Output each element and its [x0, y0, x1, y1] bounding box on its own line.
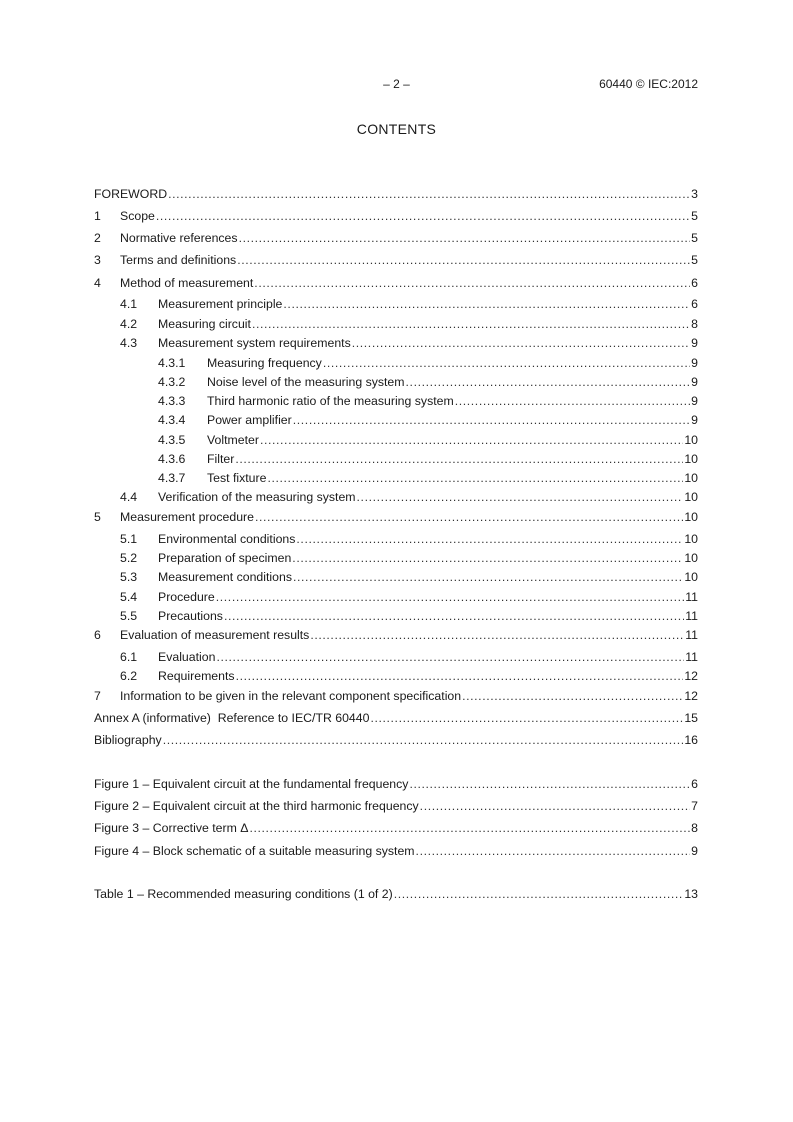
toc-entry-title: Annex A (informative) Reference to IEC/TR 60440: [94, 711, 370, 725]
toc-entry[interactable]: [94, 710, 698, 726]
toc-entry-number: 5.2: [120, 551, 138, 565]
dot-leader: [406, 374, 691, 390]
toc-entry[interactable]: [94, 688, 698, 704]
toc-entry-page: 12: [684, 669, 698, 683]
toc-entry-page: 9: [691, 356, 698, 370]
page-title: CONTENTS: [356, 121, 437, 137]
toc-entry-title: Terms and definitions: [120, 253, 237, 267]
toc-entry[interactable]: [94, 275, 698, 291]
toc-entry-page: 11: [685, 609, 698, 623]
toc-entry-number: 4.3.2: [158, 375, 186, 389]
figure-entry-page: 9: [691, 844, 698, 858]
toc-entry-page: 5: [691, 231, 698, 245]
toc-entry-page: 10: [684, 490, 698, 504]
toc-entry[interactable]: [94, 412, 698, 428]
toc-entry-page: 5: [691, 253, 698, 267]
toc-entry-page: 10: [684, 433, 698, 447]
toc-entry-page: 11: [685, 650, 698, 664]
toc-entry-page: 8: [691, 317, 698, 331]
toc-entry-number: 4.3.7: [158, 471, 186, 485]
figure-list-entry[interactable]: [94, 776, 698, 792]
toc-entry-number: 5.5: [120, 609, 138, 623]
dot-leader: [168, 186, 690, 202]
dot-leader: [236, 668, 684, 684]
dot-leader: [156, 208, 690, 224]
toc-entry[interactable]: [94, 489, 698, 505]
toc-entry-page: 3: [691, 187, 698, 201]
toc-entry-page: 11: [685, 628, 698, 642]
table-entry-title: Table 1 – Recommended measuring conditions (1 of 2): [94, 887, 393, 901]
document-reference: 60440 © IEC:2012: [599, 77, 698, 91]
toc-entry-number: 6.1: [120, 650, 138, 664]
toc-entry-page: 9: [691, 394, 698, 408]
toc-entry-page: 6: [691, 276, 698, 290]
dot-leader: [239, 230, 691, 246]
toc-entry[interactable]: [94, 374, 698, 390]
toc-entry-page: 12: [684, 689, 698, 703]
figure-entry-title: Figure 2 – Equivalent circuit at the third harmonic frequency: [94, 799, 419, 813]
toc-entry-number: 5.3: [120, 570, 138, 584]
dot-leader: [216, 589, 684, 605]
toc-entry-title: Normative references: [120, 231, 238, 245]
toc-entry[interactable]: [94, 355, 698, 371]
page-number: – 2 –: [383, 77, 410, 91]
dot-leader: [323, 355, 690, 371]
dot-leader: [283, 296, 690, 312]
dot-leader: [235, 451, 683, 467]
figure-entry-title: Figure 3 – Corrective term Δ: [94, 821, 249, 835]
toc-entry-number: 7: [94, 689, 101, 703]
toc-entry-page: 10: [684, 532, 698, 546]
figure-list-entry[interactable]: [94, 820, 698, 836]
dot-leader: [260, 432, 683, 448]
dot-leader: [352, 335, 690, 351]
toc-entry-number: 2: [94, 231, 101, 245]
dot-leader: [293, 412, 690, 428]
dot-leader: [416, 843, 691, 859]
toc-entry-page: 16: [684, 733, 698, 747]
toc-entry-title: Measurement conditions: [158, 570, 292, 584]
toc-entry[interactable]: [94, 316, 698, 332]
toc-entry-title: Measurement principle: [158, 297, 283, 311]
toc-entry-number: 4: [94, 276, 101, 290]
toc-entry-number: 4.3: [120, 336, 138, 350]
toc-entry-page: 9: [691, 336, 698, 350]
toc-entry-title: Environmental conditions: [158, 532, 296, 546]
toc-entry[interactable]: [94, 335, 698, 351]
toc-entry[interactable]: [94, 531, 698, 547]
figure-list-entry[interactable]: [94, 843, 698, 859]
toc-entry-title: Bibliography: [94, 733, 162, 747]
figure-entry-title: Figure 1 – Equivalent circuit at the fundamental frequency: [94, 777, 409, 791]
toc-entry-page: 10: [684, 551, 698, 565]
toc-entry-number: 6: [94, 628, 101, 642]
toc-entry[interactable]: [94, 230, 698, 246]
dot-leader: [462, 688, 683, 704]
toc-entry-title: Information to be given in the relevant component specification: [120, 689, 462, 703]
toc-entry-page: 9: [691, 375, 698, 389]
toc-entry[interactable]: [94, 451, 698, 467]
toc-entry[interactable]: [94, 252, 698, 268]
toc-entry-title: Requirements: [158, 669, 235, 683]
table-entry-page: 13: [684, 887, 698, 901]
toc-entry-title: Verification of the measuring system: [158, 490, 356, 504]
dot-leader: [254, 275, 690, 291]
toc-entry[interactable]: [94, 550, 698, 566]
toc-entry-number: 5.4: [120, 590, 138, 604]
toc-entry-number: 4.3.4: [158, 413, 186, 427]
dot-leader: [252, 316, 690, 332]
dot-leader: [163, 732, 684, 748]
toc-entry[interactable]: [94, 569, 698, 585]
toc-entry-title: Voltmeter: [207, 433, 259, 447]
toc-entry-title: Power amplifier: [207, 413, 292, 427]
toc-entry[interactable]: [94, 296, 698, 312]
toc-entry-title: Test fixture: [207, 471, 267, 485]
toc-entry-title: Filter: [207, 452, 235, 466]
dot-leader: [293, 569, 683, 585]
toc-entry-page: 10: [684, 510, 698, 524]
toc-entry[interactable]: [94, 608, 698, 624]
toc-entry-page: 10: [684, 452, 698, 466]
toc-entry[interactable]: [94, 649, 698, 665]
dot-leader: [455, 393, 690, 409]
toc-entry-title: Measuring circuit: [158, 317, 251, 331]
toc-entry-page: 10: [684, 471, 698, 485]
toc-entry-title: Noise level of the measuring system: [207, 375, 405, 389]
dot-leader: [310, 627, 684, 643]
toc-entry-title: Preparation of specimen: [158, 551, 292, 565]
toc-entry[interactable]: [94, 208, 698, 224]
toc-entry-number: 5.1: [120, 532, 138, 546]
figure-entry-page: 7: [691, 799, 698, 813]
toc-entry-number: 4.3.1: [158, 356, 186, 370]
toc-entry-page: 10: [684, 570, 698, 584]
toc-entry-number: 5: [94, 510, 101, 524]
toc-entry-title: Precautions: [158, 609, 223, 623]
toc-entry-number: 4.3.3: [158, 394, 186, 408]
toc-entry[interactable]: [94, 186, 698, 202]
toc-entry-page: 5: [691, 209, 698, 223]
dot-leader: [420, 798, 690, 814]
toc-entry-title: Third harmonic ratio of the measuring system: [207, 394, 454, 408]
table-of-contents: [94, 0, 698, 1122]
toc-entry-title: Scope: [120, 209, 155, 223]
dot-leader: [296, 531, 683, 547]
dot-leader: [370, 710, 683, 726]
toc-entry-number: 1: [94, 209, 101, 223]
toc-entry[interactable]: [94, 393, 698, 409]
toc-entry[interactable]: [94, 432, 698, 448]
toc-entry-number: 3: [94, 253, 101, 267]
toc-entry-title: Measuring frequency: [207, 356, 322, 370]
figure-entry-page: 6: [691, 777, 698, 791]
toc-entry[interactable]: [94, 589, 698, 605]
dot-leader: [249, 820, 690, 836]
toc-entry-number: 4.2: [120, 317, 138, 331]
figure-entry-title: Figure 4 – Block schematic of a suitable measuring system: [94, 844, 415, 858]
toc-entry[interactable]: [94, 668, 698, 684]
toc-entry[interactable]: [94, 470, 698, 486]
dot-leader: [224, 608, 684, 624]
toc-entry-page: 6: [691, 297, 698, 311]
toc-entry-title: Method of measurement: [120, 276, 254, 290]
toc-entry-title: Measurement system requirements: [158, 336, 351, 350]
figure-entry-page: 8: [691, 821, 698, 835]
toc-entry-page: 15: [684, 711, 698, 725]
toc-entry-title: Evaluation: [158, 650, 216, 664]
toc-entry-number: 4.1: [120, 297, 138, 311]
dot-leader: [409, 776, 690, 792]
toc-entry-number: 4.3.5: [158, 433, 186, 447]
dot-leader: [255, 509, 683, 525]
figure-list-entry[interactable]: [94, 798, 698, 814]
dot-leader: [216, 649, 684, 665]
toc-entry[interactable]: [94, 509, 698, 525]
dot-leader: [292, 550, 683, 566]
toc-entry-number: 4.3.6: [158, 452, 186, 466]
toc-entry[interactable]: [94, 732, 698, 748]
toc-entry-number: 6.2: [120, 669, 138, 683]
toc-entry-page: 11: [685, 590, 698, 604]
dot-leader: [237, 252, 690, 268]
dot-leader: [394, 886, 684, 902]
toc-entry-title: FOREWORD: [94, 187, 168, 201]
toc-entry-title: Evaluation of measurement results: [120, 628, 310, 642]
toc-entry-title: Procedure: [158, 590, 215, 604]
toc-entry-page: 9: [691, 413, 698, 427]
dot-leader: [267, 470, 683, 486]
table-list-entry[interactable]: [94, 886, 698, 902]
toc-entry-title: Measurement procedure: [120, 510, 254, 524]
dot-leader: [357, 489, 684, 505]
toc-entry[interactable]: [94, 627, 698, 643]
toc-entry-number: 4.4: [120, 490, 138, 504]
